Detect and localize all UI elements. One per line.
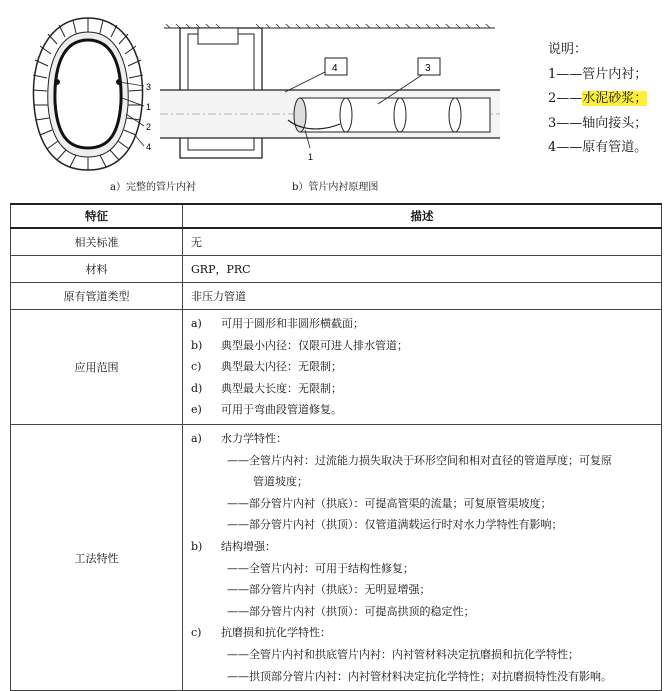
feature-cell: 原有管道类型 bbox=[11, 283, 183, 310]
method-desc bbox=[183, 424, 662, 690]
callout-a-3: 3 bbox=[146, 82, 152, 92]
figure-a-cross-section bbox=[18, 10, 178, 185]
desc-cell: GRP，PRC bbox=[183, 256, 662, 283]
list-item: ——部分管片内衬（拱底）：无明显增强； bbox=[227, 583, 431, 597]
callout-a-2: 2 bbox=[146, 122, 152, 132]
callout-b-4: 4 bbox=[332, 63, 338, 74]
list-item: b) 结构增强： bbox=[191, 539, 276, 553]
list-item: a) 水力学特性： bbox=[191, 431, 287, 445]
list-item: d) 典型最大长度：无限制； bbox=[191, 381, 342, 395]
callout-b-1: 1 bbox=[308, 152, 314, 162]
highlighted-text: 水泥砂浆； bbox=[582, 91, 648, 106]
header-feature: 特征 bbox=[11, 204, 183, 228]
list-item: a) 可用于圆形和非圆形横截面； bbox=[191, 317, 364, 330]
list-item: e) 可用于弯曲段管道修复。 bbox=[191, 403, 342, 417]
legend-item: 1——管片内衬； bbox=[548, 66, 648, 82]
list-item: ——拱顶部分管片内衬：内衬管材料决定抗化学特性；对抗磨损特性没有影响。 bbox=[227, 669, 612, 683]
legend-item: 4——原有管道。 bbox=[548, 140, 648, 155]
scope-desc bbox=[183, 310, 662, 425]
figure-area bbox=[0, 0, 672, 200]
legend-title: 说明： bbox=[548, 42, 588, 57]
desc-cell: 非压力管道 bbox=[183, 283, 662, 310]
legend-item: 3——轴向接头； bbox=[548, 115, 648, 131]
list-item: 管道坡度； bbox=[253, 475, 308, 489]
list-item: c) 抗磨损和抗化学特性： bbox=[191, 626, 331, 640]
list-item: b) 典型最小内径：仅限可进人排水管道； bbox=[191, 338, 408, 352]
legend-item: 2——水泥砂浆； bbox=[548, 91, 648, 106]
caption-a: a）完整的管片内衬 bbox=[110, 182, 196, 193]
callout-b-3: 3 bbox=[425, 63, 431, 74]
list-item: ——部分管片内衬（拱底）：可提高管渠的流量；可复原管渠坡度； bbox=[227, 496, 552, 510]
feature-cell: 材料 bbox=[11, 256, 183, 283]
list-item: ——部分管片内衬（拱顶）：仅管道满载运行时对水力学特性有影响； bbox=[227, 518, 563, 532]
caption-b: b）管片内衬原理图 bbox=[292, 182, 379, 193]
legend bbox=[548, 38, 647, 161]
figure-b-schematic bbox=[160, 20, 505, 170]
list-item: ——部分管片内衬（拱顶）：可提高拱顶的稳定性； bbox=[227, 604, 475, 618]
desc-cell: 无 bbox=[183, 228, 662, 256]
header-desc: 描述 bbox=[183, 204, 662, 228]
callout-a-1: 1 bbox=[146, 102, 152, 112]
callout-a-4: 4 bbox=[146, 142, 152, 152]
list-item: c) 典型最大内径：无限制； bbox=[191, 360, 342, 374]
feature-cell: 应用范围 bbox=[11, 310, 183, 425]
list-item: ——全管片内衬和拱底管片内衬：内衬管材料决定抗磨损和抗化学特性； bbox=[227, 647, 579, 661]
feature-cell: 工法特性 bbox=[11, 424, 183, 690]
spec-table bbox=[10, 203, 662, 691]
feature-cell: 相关标准 bbox=[11, 228, 183, 256]
list-item: ——全管片内衬：过流能力损失取决于环形空间和相对直径的管道厚度；可复原 bbox=[227, 453, 612, 467]
list-item: ——全管片内衬：可用于结构性修复； bbox=[227, 561, 414, 575]
